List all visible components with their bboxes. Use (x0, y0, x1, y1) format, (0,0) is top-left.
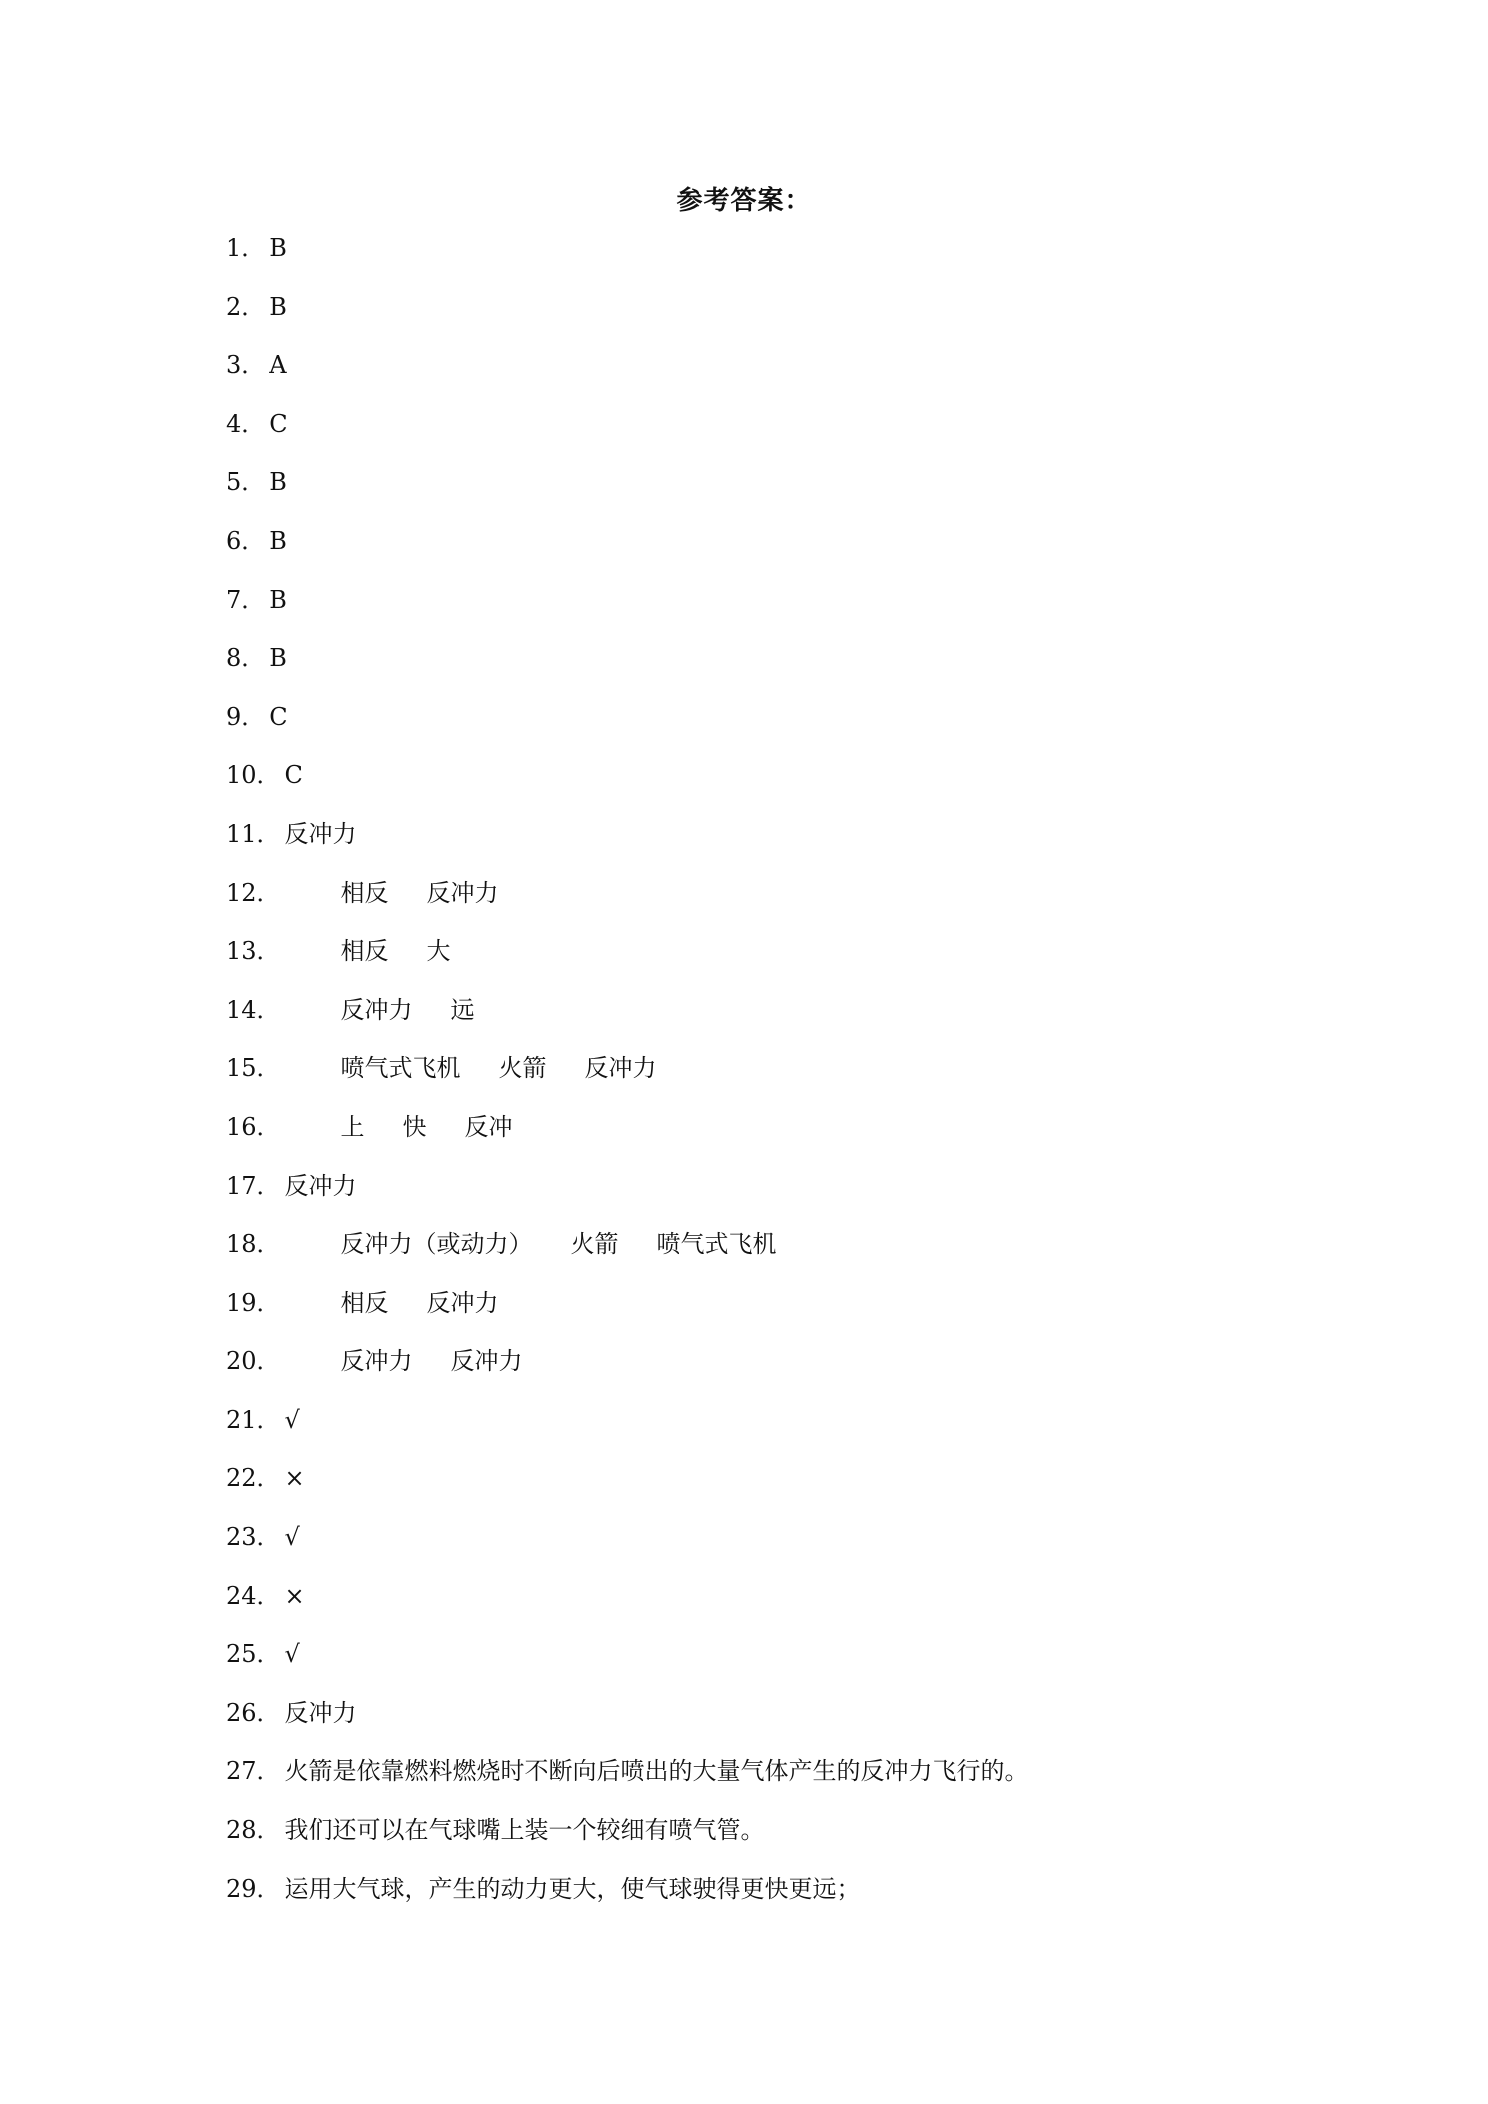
page-title: 参考答案： (676, 186, 812, 216)
answer-item (226, 1580, 1326, 1639)
answer-number: 11． (226, 819, 281, 848)
answer-item (226, 701, 1326, 760)
answer-number: 19． (226, 1288, 281, 1317)
answer-number: 28． (226, 1816, 281, 1845)
answer-item (226, 408, 1326, 467)
answer-content (285, 1697, 395, 1729)
answer-text: √ (284, 1523, 300, 1552)
answer-item (226, 1345, 1326, 1404)
answer-number: 29． (226, 1874, 281, 1903)
answer-number: 22． (226, 1464, 281, 1493)
answer-number: 3． (226, 351, 266, 380)
answer-text: C (284, 761, 303, 790)
answer-text: 反冲力（或动力） (340, 1230, 533, 1259)
answer-number: 7． (226, 585, 266, 614)
answer-content (341, 1111, 551, 1143)
answer-text: B (269, 468, 287, 497)
answer-content (269, 525, 325, 557)
answer-content (269, 584, 325, 616)
answer-content (285, 1170, 395, 1202)
answer-number: 13． (226, 937, 281, 966)
answer-text: 反冲力 (340, 995, 413, 1024)
answer-text: 相反 (340, 1288, 389, 1317)
answer-item (226, 1052, 1326, 1111)
answer-content (269, 349, 324, 381)
answer-text: × (284, 1581, 305, 1610)
answer-text: √ (284, 1640, 300, 1669)
answer-content (269, 408, 325, 440)
answer-item (226, 1404, 1326, 1463)
answer-text: B (269, 526, 287, 555)
answer-item (226, 818, 1326, 877)
answer-number: 25． (226, 1640, 281, 1669)
answer-number: 21． (226, 1405, 281, 1434)
answer-number: 1． (226, 234, 266, 262)
answer-content (285, 1462, 343, 1494)
answer-text: B (269, 292, 287, 321)
answer-text: 火箭 (498, 1054, 547, 1083)
answer-text: 反冲力 (450, 1347, 523, 1376)
answer-item (226, 994, 1326, 1053)
answer-text: 喷气式飞机 (656, 1230, 777, 1259)
answer-number: 17． (226, 1171, 281, 1200)
answer-text: 大 (426, 937, 451, 966)
answer-item (226, 1287, 1326, 1346)
answer-text: 反冲力 (284, 1698, 357, 1727)
answer-number: 6． (226, 526, 266, 555)
answer-item (226, 877, 1326, 936)
answer-item (226, 232, 1326, 291)
answer-text: 我们还可以在气球嘴上装一个较细有喷气管。 (284, 1816, 765, 1845)
answer-item (226, 759, 1326, 818)
answer-number: 15． (226, 1054, 281, 1083)
answer-number: 18． (226, 1230, 281, 1259)
answer-item (226, 1521, 1326, 1580)
answer-item (226, 349, 1326, 408)
answer-text: A (269, 351, 287, 380)
answer-item (226, 1755, 1326, 1814)
answer-content (285, 1755, 1067, 1787)
answer-item (226, 642, 1326, 701)
answer-text: 反冲力 (284, 1171, 357, 1200)
answer-text: 反冲力 (284, 819, 357, 848)
answer-number: 20． (226, 1347, 281, 1376)
answer-content (341, 877, 537, 909)
answer-text: 反冲 (464, 1112, 513, 1141)
answer-text: B (269, 585, 287, 614)
answer-content (285, 818, 395, 850)
answer-content (285, 1580, 343, 1612)
answer-text: √ (284, 1405, 300, 1434)
answer-item (226, 584, 1326, 643)
answer-item (226, 1462, 1326, 1521)
answer-text: 相反 (340, 878, 389, 907)
answer-number: 27． (226, 1757, 281, 1786)
answer-text: 运用大气球，产生的动力更大，使气球驶得更快更远； (284, 1874, 861, 1903)
answer-text: C (269, 409, 288, 438)
answer-content (269, 701, 325, 733)
answer-content (269, 291, 325, 323)
answer-content (269, 642, 325, 674)
answer-content (285, 1404, 338, 1436)
answer-content (341, 1228, 815, 1260)
answer-content (285, 1814, 803, 1846)
answer-number: 16． (226, 1112, 281, 1141)
answer-text: 火箭 (570, 1230, 619, 1259)
answer-item (226, 1170, 1326, 1229)
answer-content (285, 1638, 338, 1670)
answer-text: 快 (402, 1112, 427, 1141)
answer-content (341, 1345, 561, 1377)
answer-item (226, 1814, 1326, 1873)
answer-item (226, 1697, 1326, 1756)
answer-content (269, 232, 325, 264)
answer-text: B (269, 234, 287, 262)
answer-content (341, 1287, 537, 1319)
answer-content (341, 994, 513, 1026)
answer-text: 反冲力 (584, 1054, 657, 1083)
answer-text: 喷气式飞机 (340, 1054, 461, 1083)
answer-content (285, 1521, 338, 1553)
answer-text: B (269, 644, 287, 673)
answer-item (226, 1638, 1326, 1697)
answer-list (226, 232, 1326, 1931)
answer-item (226, 1111, 1326, 1170)
answer-content (341, 935, 489, 967)
answer-text: 反冲力 (426, 1288, 499, 1317)
answer-text: 反冲力 (426, 878, 499, 907)
answer-number: 12． (226, 878, 281, 907)
answer-number: 9． (226, 702, 266, 731)
answer-text: 相反 (340, 937, 389, 966)
answer-number: 10． (226, 761, 281, 790)
answer-number: 8． (226, 644, 266, 673)
answer-text: × (284, 1464, 305, 1493)
answer-number: 5． (226, 468, 266, 497)
answer-text: C (269, 702, 288, 731)
answer-item (226, 1873, 1326, 1932)
answer-number: 23． (226, 1523, 281, 1552)
answer-number: 26． (226, 1698, 281, 1727)
answer-content (269, 466, 325, 498)
answer-item (226, 466, 1326, 525)
answer-number: 2． (226, 292, 266, 321)
answer-item (226, 935, 1326, 994)
answer-number: 14． (226, 995, 281, 1024)
answer-text: 反冲力 (340, 1347, 413, 1376)
answer-content (285, 759, 341, 791)
answer-number: 24． (226, 1581, 281, 1610)
answer-content (285, 1873, 899, 1905)
answer-item (226, 291, 1326, 350)
answer-item (226, 1228, 1326, 1287)
answer-text: 远 (450, 995, 475, 1024)
answer-content (341, 1052, 695, 1084)
answer-number: 4． (226, 409, 266, 438)
answer-text: 火箭是依靠燃料燃烧时不断向后喷出的大量气体产生的反冲力飞行的。 (284, 1757, 1029, 1786)
answer-item (226, 525, 1326, 584)
answer-text: 上 (340, 1112, 365, 1141)
